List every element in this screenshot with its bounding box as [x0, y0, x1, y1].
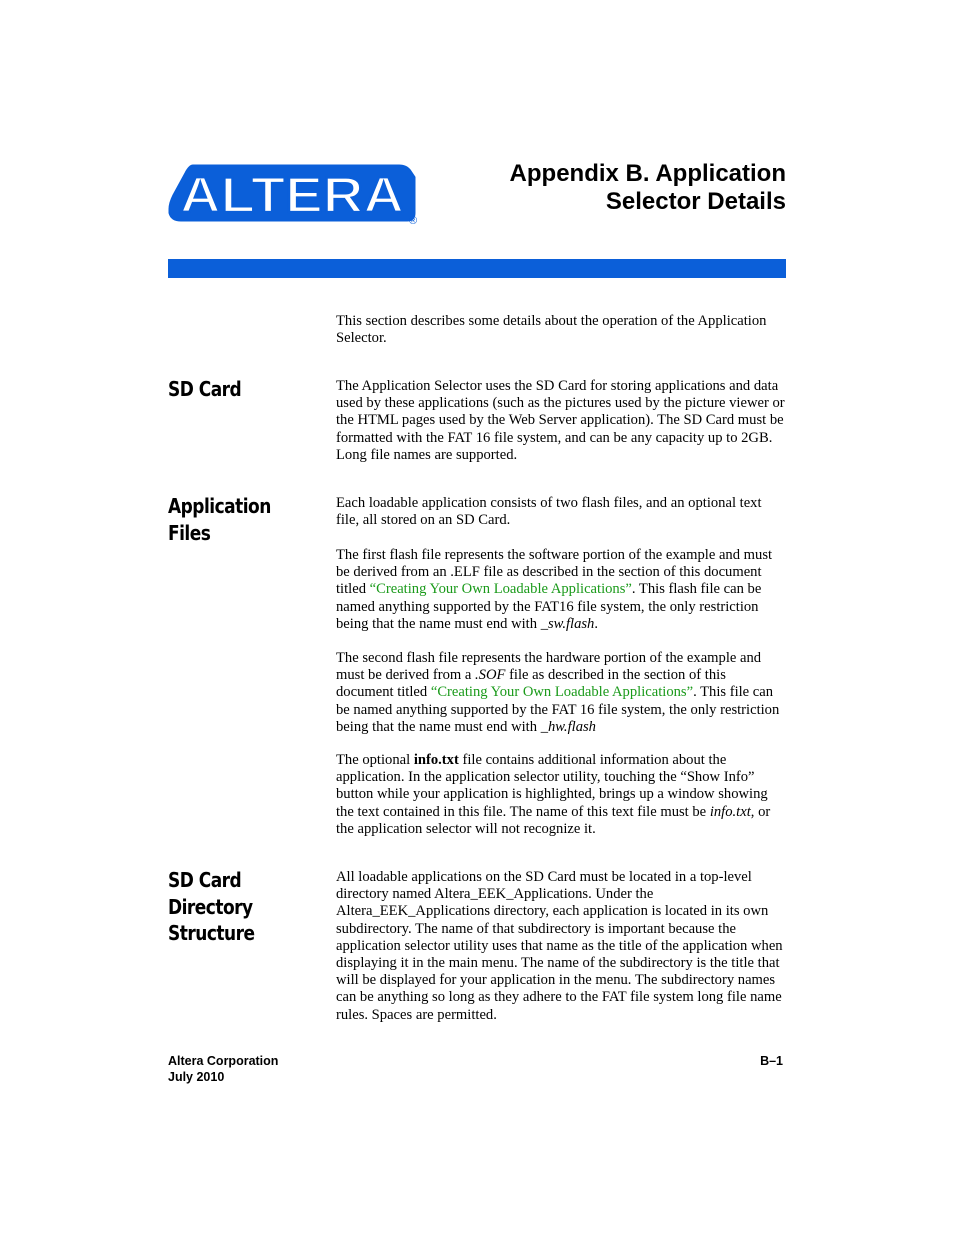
heading-sd-card: SD Card [168, 377, 242, 401]
page-number: B–1 [760, 1054, 783, 1068]
cross-reference-link[interactable]: “Creating Your Own Loadable Applications” [430, 684, 694, 701]
filename-suffix: _sw.flash [540, 615, 595, 632]
application-files-paragraph-3 [336, 650, 786, 736]
application-files-paragraph-1: Each loadable application consists of two flash files, and an optional text file, all stored on an SD Card. [336, 495, 762, 529]
text-run: . [594, 615, 599, 632]
text-run: The first flash file represents the software portion of the example and must be derived from an .ELF file as described in the section of this document titled [336, 547, 773, 598]
text-run: . This flash file can be named anything supported by the FAT16 file system, the only restriction being that the name must end with [336, 581, 762, 632]
footer-company: Altera Corporation [168, 1054, 279, 1068]
text-run: The optional [336, 752, 414, 768]
page-title [426, 160, 786, 216]
registered-mark: ® [408, 215, 418, 227]
sd-card-paragraph: The Application Selector uses the SD Card for storing applications and data used by these applications (such as the pictures used by the picture viewer or the HTML pages used by the Web Server application). The SD Card must be formatted with the FAT 16 file system, and can be any capacity up to 2GB. Long file names are supported. [336, 378, 785, 463]
text-run: . This file can be named anything supported by the FAT 16 file system, the only restriction being that the name must end with [336, 684, 780, 735]
filename-suffix: _hw.flash [540, 718, 596, 735]
text-run: , or the application selector will not recognize it. [336, 803, 771, 837]
logo-wordmark: ALTERA [180, 167, 404, 223]
text-run: The second flash file represents the hardware portion of the example and must be derived from a [336, 650, 762, 684]
text-run: file as described in the section of this document titled [336, 667, 726, 701]
application-files-paragraph-2 [336, 547, 786, 633]
heading-line: Directory [168, 894, 253, 919]
filename: info.txt [709, 803, 751, 820]
intro-paragraph: This section describes some details about the operation of the Application Selector. [336, 313, 767, 347]
cross-reference-link[interactable]: “Creating Your Own Loadable Applications” [369, 581, 632, 598]
page-title-line-1: Appendix B. Application [509, 160, 786, 187]
footer-date: July 2010 [168, 1070, 225, 1084]
heading-line: SD Card [168, 868, 242, 892]
filename: info.txt [413, 752, 459, 768]
altera-logo [167, 163, 421, 227]
heading-line: Structure [168, 921, 255, 945]
directory-structure-paragraph: All loadable applications on the SD Card must be located in a top-level directory named Altera_EEK_Applications. Under the Altera_EEK_Applications directory, each application is located in its own subdirectory. The name of that subdirectory is important because the application selector utility uses that name as the title of the application when displaying it in the main menu. The name of the subdirectory is the title that will be displayed for your application in the menu. The subdirectory names can be anything so long as they adhere to the FAT file system long file name rules. Spaces are permitted. [336, 869, 783, 1023]
heading-application-files: Application Files [168, 494, 271, 545]
heading-sd-card-directory-structure [168, 867, 304, 947]
page-title-line-2: Selector Details [605, 188, 786, 215]
text-run: file contains additional information about the application. In the application selector utility, touching the “Show Info” button while your application is highlighted, brings up a window showing the text contained in this file. The name of this text file must be [336, 752, 768, 820]
title-rule-bar [168, 259, 786, 278]
footer-left [168, 1053, 278, 1085]
application-files-paragraph-4 [336, 752, 786, 838]
file-extension: .SOF [475, 667, 506, 684]
